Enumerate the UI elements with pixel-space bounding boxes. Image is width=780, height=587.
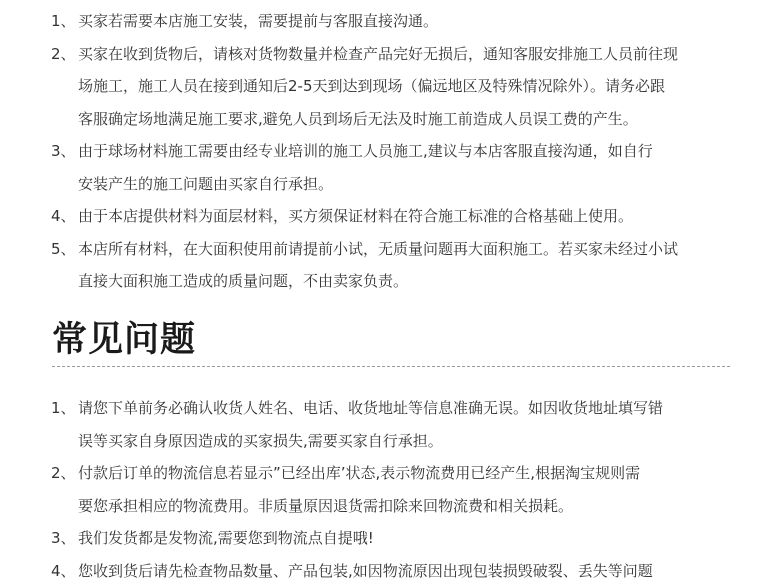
faq-list <box>51 392 740 587</box>
item-number: 3、 <box>51 522 76 555</box>
list-item <box>51 555 740 587</box>
list-item <box>51 233 740 298</box>
item-number: 1、 <box>51 5 76 38</box>
item-number: 3、 <box>51 135 76 168</box>
item-number: 2、 <box>51 457 76 490</box>
faq-title: 常见问题 <box>52 318 196 362</box>
item-text: 安装产生的施工问题由买家自行承担。 <box>78 168 740 201</box>
item-number: 1、 <box>51 392 76 425</box>
list-item <box>51 200 740 233</box>
list-item <box>51 522 740 555</box>
item-text: 本店所有材料，在大面积使用前请提前小试，无质量问题再大面积施工。若买家未经过小试 <box>78 233 740 266</box>
section-divider <box>52 366 730 367</box>
install-notes-list <box>51 5 740 298</box>
item-text: 买家在收到货物后，请核对货物数量并检查产品完好无损后，通知客服安排施工人员前往现 <box>78 38 740 71</box>
list-item <box>51 392 740 457</box>
list-item <box>51 457 740 522</box>
list-item <box>51 5 740 38</box>
list-item <box>51 38 740 136</box>
item-text: 直接大面积施工造成的质量问题，不由卖家负责。 <box>78 265 740 298</box>
item-text: 我们发货都是发物流,需要您到物流点自提哦! <box>78 522 740 555</box>
item-text: 由于球场材料施工需要由经专业培训的施工人员施工,建议与本店客服直接沟通，如自行 <box>78 135 740 168</box>
item-text: 付款后订单的物流信息若显示”已经出库’状态,表示物流费用已经产生,根据淘宝规则需 <box>78 457 740 490</box>
item-text: 由于本店提供材料为面层材料，买方须保证材料在符合施工标准的合格基础上使用。 <box>78 200 740 233</box>
item-number: 4、 <box>51 555 76 587</box>
item-text: 误等买家自身原因造成的买家损失,需要买家自行承担。 <box>78 425 740 458</box>
item-text: 要您承担相应的物流费用。非质量原因退货需扣除来回物流费和相关损耗。 <box>78 490 740 523</box>
item-text: 您收到货后请先检查物品数量、产品包装,如因物流原因出现包装损毁破裂、丢失等问题 <box>78 555 740 587</box>
item-number: 5、 <box>51 233 76 266</box>
item-text: 买家若需要本店施工安装，需要提前与客服直接沟通。 <box>78 5 740 38</box>
list-item <box>51 135 740 200</box>
item-text: 场施工，施工人员在接到通知后2-5天到达到现场（偏远地区及特殊情况除外）。请务必跟 <box>78 70 740 103</box>
item-number: 2、 <box>51 38 76 71</box>
item-text: 客服确定场地满足施工要求,避免人员到场后无法及时施工前造成人员误工费的产生。 <box>78 103 740 136</box>
item-text: 请您下单前务必确认收货人姓名、电话、收货地址等信息准确无误。如因收货地址填写错 <box>78 392 740 425</box>
item-number: 4、 <box>51 200 76 233</box>
